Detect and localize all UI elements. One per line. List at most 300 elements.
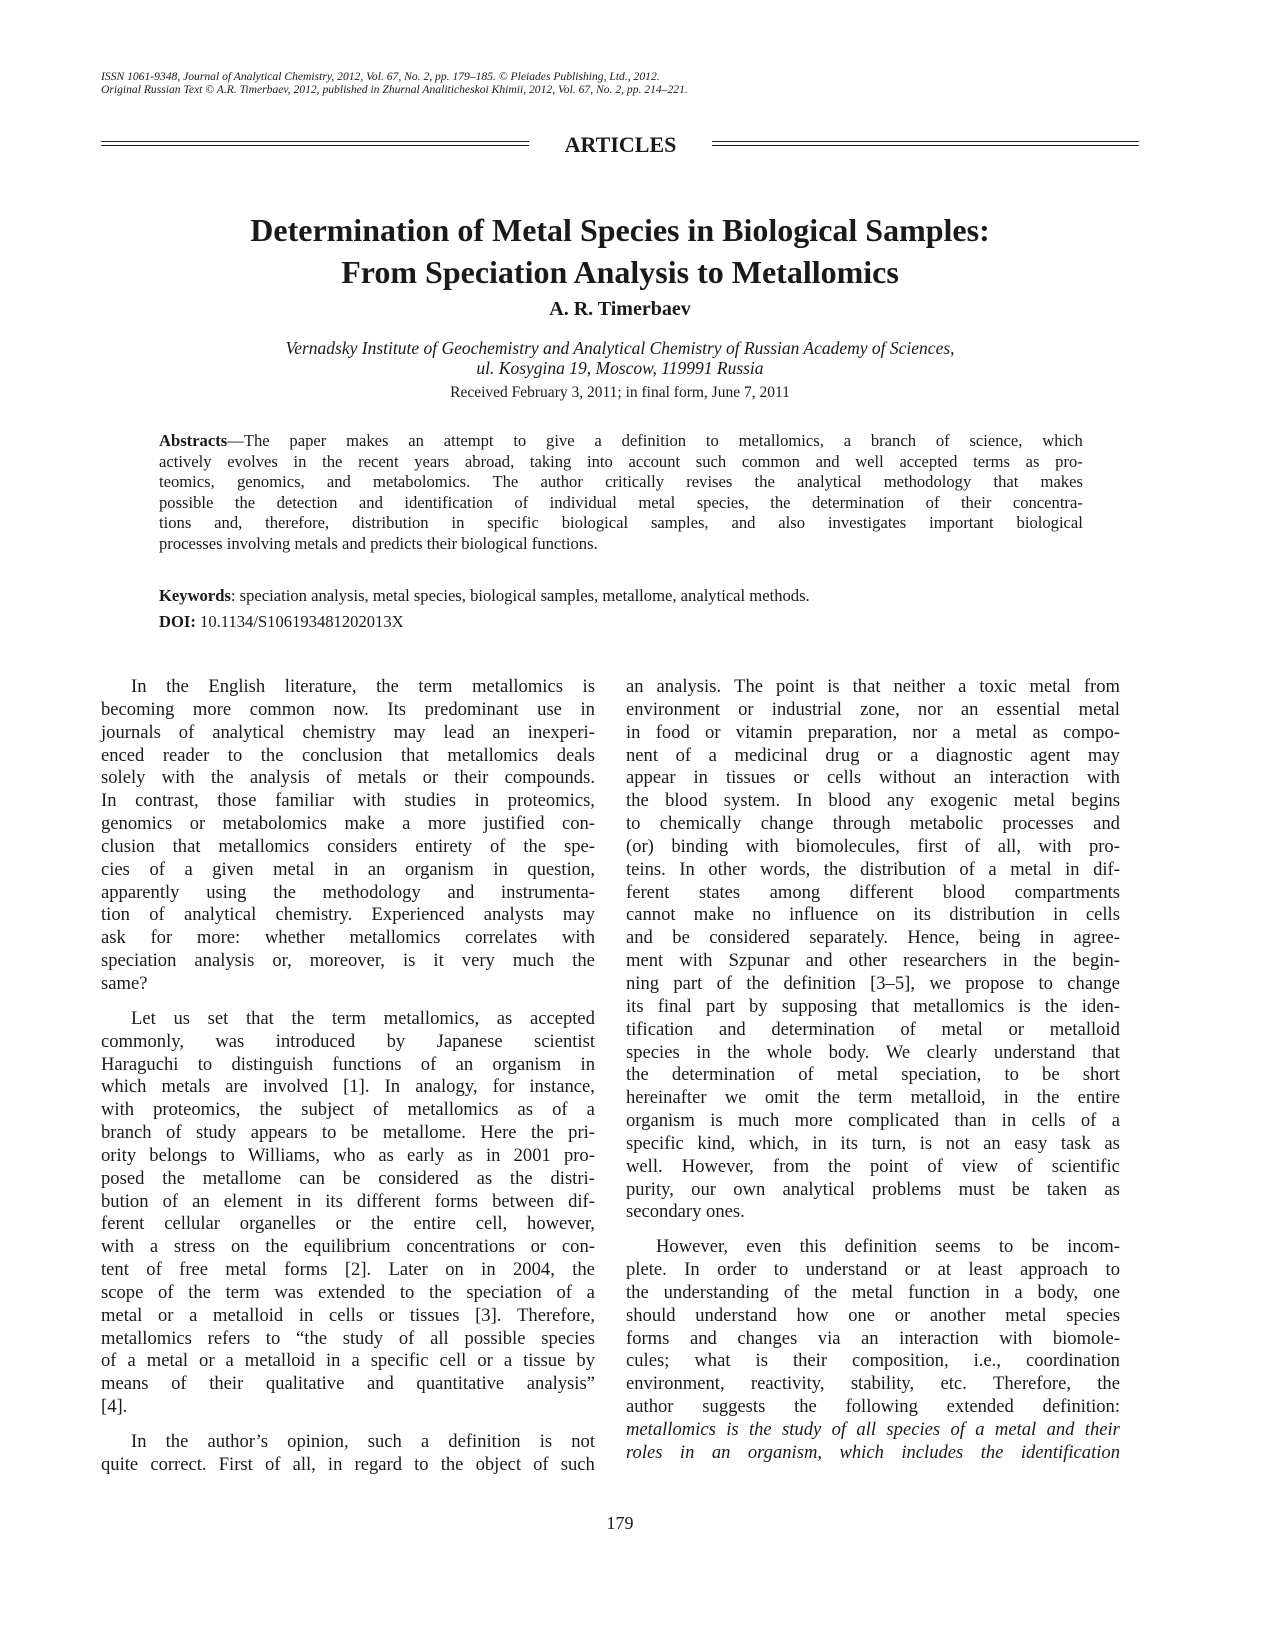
word: Here <box>480 1122 517 1144</box>
word: pro- <box>1088 835 1120 857</box>
word: definition <box>783 972 856 994</box>
word: of <box>326 767 342 789</box>
doi-value: 10.1134/S106193481202013X <box>195 612 404 631</box>
word: not <box>945 1132 970 1154</box>
word: in <box>1003 1087 1019 1109</box>
word: the <box>1044 995 1068 1017</box>
word: use <box>537 698 562 720</box>
word: well <box>855 451 884 471</box>
paragraph-line <box>101 745 595 768</box>
word: cies <box>101 858 130 880</box>
word: the <box>273 881 296 903</box>
word: as <box>1104 1178 1120 1200</box>
word: by <box>576 1350 595 1372</box>
word: problems <box>872 1178 942 1200</box>
paragraph-line <box>626 1236 1120 1259</box>
word: zone, <box>860 698 900 720</box>
word: analysis <box>249 767 310 789</box>
word: opinion, <box>287 1431 349 1452</box>
word: that <box>993 472 1019 492</box>
word: Szpunar <box>728 950 790 972</box>
word: one <box>1093 1281 1120 1303</box>
word: in <box>325 1350 341 1372</box>
word: or <box>894 1304 911 1326</box>
word: in <box>298 1304 314 1326</box>
word: accepted <box>529 1007 595 1029</box>
doi-label: DOI: <box>159 612 196 631</box>
word: makes <box>346 431 389 450</box>
word: genomics <box>101 813 173 835</box>
word: understanding <box>663 1281 769 1303</box>
word: analytical <box>183 904 257 926</box>
word: genomics, <box>236 472 305 492</box>
word: pri- <box>568 1122 595 1144</box>
word: the <box>265 1236 289 1258</box>
word: teins. <box>626 858 666 880</box>
word: may <box>1087 744 1120 766</box>
word: turn, <box>871 1132 907 1154</box>
word: metal <box>994 1419 1037 1440</box>
word: biological <box>1016 513 1083 533</box>
word: Abstracts—The <box>159 431 270 450</box>
word: the <box>234 492 256 512</box>
word: account <box>628 451 681 471</box>
word: which <box>101 1076 147 1098</box>
word: body. <box>828 1041 870 1063</box>
word: deals <box>556 744 595 766</box>
word: and <box>447 881 475 903</box>
word: that <box>400 744 429 766</box>
word: dif- <box>568 1190 595 1212</box>
paragraph-line <box>101 1008 595 1031</box>
paragraph-line <box>101 1328 595 1351</box>
word: definition <box>448 1431 521 1452</box>
word: organism <box>626 1110 695 1132</box>
word: qualitative <box>265 1373 345 1395</box>
paragraph-line <box>101 1431 595 1454</box>
word: as <box>378 1144 394 1166</box>
word: the <box>1033 950 1057 972</box>
word: such <box>695 451 727 471</box>
word: species <box>626 1041 680 1063</box>
word: or <box>335 1213 352 1235</box>
word: includes <box>901 1441 964 1463</box>
word: of <box>716 972 733 994</box>
word: via <box>817 1327 841 1349</box>
word: through <box>832 813 891 835</box>
word: forms <box>284 1259 328 1281</box>
word: of <box>925 492 940 512</box>
double-rule-right <box>712 141 1139 146</box>
word: organism <box>492 1053 562 1075</box>
word: order <box>717 1259 757 1281</box>
word: more <box>427 813 467 835</box>
word: to <box>227 744 243 766</box>
word: how <box>796 1304 829 1326</box>
word: of <box>146 1259 162 1281</box>
word: the <box>814 1281 837 1303</box>
word: metallome. <box>382 1122 466 1144</box>
word: and <box>326 472 351 492</box>
word: following <box>845 1396 918 1418</box>
word: species <box>886 1419 941 1440</box>
paragraph-gap <box>626 1224 1120 1236</box>
word: predominant <box>424 698 519 720</box>
word: term <box>418 676 453 697</box>
word: ority <box>101 1144 137 1166</box>
word: in <box>580 1053 595 1075</box>
word: speciation <box>101 950 177 972</box>
body-column-right <box>626 676 1120 1465</box>
word: to <box>265 1327 281 1349</box>
word: question, <box>527 858 595 880</box>
word: pro- <box>563 1144 595 1166</box>
word: metallomics <box>349 927 441 949</box>
paragraph-line <box>626 813 1120 836</box>
abstract-line <box>159 534 1083 555</box>
word: the <box>823 858 847 880</box>
paragraph-line <box>626 1373 1120 1396</box>
word: and <box>815 451 840 471</box>
word: Let <box>131 1007 156 1029</box>
word: such <box>367 1431 402 1452</box>
word: metal <box>1005 1304 1047 1326</box>
word: binding <box>671 835 729 857</box>
word: a <box>975 1419 985 1440</box>
word: analytical <box>212 721 285 743</box>
word: extended <box>946 1396 1014 1418</box>
word: set <box>207 1007 229 1029</box>
word: all, <box>292 1453 316 1475</box>
word: the <box>626 1281 649 1303</box>
word: an <box>626 676 644 697</box>
word: was <box>215 1030 245 1052</box>
word: enced <box>101 744 145 766</box>
abstract-line <box>159 431 1083 452</box>
word: and <box>358 492 383 512</box>
word: becoming <box>101 698 175 720</box>
paragraph-line <box>626 859 1120 882</box>
word: inexperi- <box>527 721 595 743</box>
word: metal <box>225 1259 267 1281</box>
word: an <box>192 1190 210 1212</box>
word: the <box>828 1155 851 1177</box>
word: of <box>959 858 975 880</box>
word: concentrations <box>406 1236 515 1258</box>
word: Therefore, <box>517 1304 595 1326</box>
word: essential <box>996 698 1061 720</box>
word: conclusion <box>301 744 383 766</box>
word: investigates <box>827 513 907 533</box>
word: the <box>188 1281 211 1303</box>
word: metallome <box>202 1167 282 1189</box>
word: metallomics <box>101 1327 192 1349</box>
line-text: same? <box>101 972 148 994</box>
word: is <box>1018 995 1031 1017</box>
word: metal <box>941 1018 983 1040</box>
word: author <box>626 1396 674 1418</box>
word: neither <box>893 676 946 697</box>
word: the <box>165 1431 189 1452</box>
word: coordination <box>1025 1350 1120 1372</box>
paragraph-line <box>101 904 595 927</box>
word: species <box>541 1327 595 1349</box>
word: evolves <box>227 451 278 471</box>
word: first <box>917 835 948 857</box>
word: stress <box>173 1236 216 1258</box>
paragraph-line <box>626 1087 1120 1110</box>
word: in <box>481 1259 496 1281</box>
word: metal <box>1078 698 1120 720</box>
word: propose <box>965 972 1025 994</box>
word: in <box>451 513 465 533</box>
word: in <box>493 858 508 880</box>
word: We <box>885 1041 911 1063</box>
word: who <box>333 1144 366 1166</box>
word: compartments <box>1014 881 1120 903</box>
word: to <box>513 431 527 450</box>
word: science, <box>969 431 1023 450</box>
word: is <box>710 1110 723 1132</box>
word: analytical <box>782 1178 855 1200</box>
word: be <box>350 1122 369 1144</box>
word: forms <box>434 1190 478 1212</box>
word: may <box>562 904 595 926</box>
word: of <box>831 1419 847 1440</box>
paragraph-line <box>626 722 1120 745</box>
word: interaction <box>899 1327 979 1349</box>
paragraph-line <box>626 1282 1120 1305</box>
word: of <box>514 492 529 512</box>
word: to <box>1004 1064 1019 1086</box>
word: of <box>964 835 981 857</box>
word: with <box>352 790 386 812</box>
word: Its <box>387 698 406 720</box>
word: make <box>344 813 385 835</box>
word: specific <box>370 1350 429 1372</box>
word: our <box>691 1178 716 1200</box>
word: However, <box>681 1155 754 1177</box>
word: purity, <box>626 1178 674 1200</box>
word: belongs <box>149 1144 208 1166</box>
word: definition: <box>1042 1396 1120 1418</box>
word: justified <box>483 813 545 835</box>
word: the <box>980 1441 1004 1463</box>
word: its <box>913 904 931 926</box>
word: In <box>101 790 117 812</box>
paragraph-line <box>101 1099 595 1122</box>
word: medicinal <box>734 744 808 766</box>
paragraph-gap <box>101 996 595 1008</box>
word: own <box>733 1178 766 1200</box>
word: using <box>206 881 247 903</box>
word: as <box>517 1099 533 1121</box>
word: actively <box>159 451 212 471</box>
word: familiar <box>275 790 334 812</box>
word: to <box>321 1122 337 1144</box>
word: is <box>919 1132 933 1154</box>
word: metal <box>975 721 1018 743</box>
word: more <box>192 698 232 720</box>
word: a <box>988 858 997 880</box>
word: term <box>331 1007 366 1029</box>
word: solely <box>101 767 146 789</box>
word: scientific <box>1051 1155 1120 1177</box>
paragraph-line <box>626 699 1120 722</box>
word: kind, <box>697 1132 736 1154</box>
word: determination <box>771 1018 875 1040</box>
word: from <box>772 1155 810 1177</box>
word: quantitative <box>416 1373 505 1395</box>
word: the <box>817 1087 840 1109</box>
word: In <box>131 1431 147 1452</box>
word: in <box>626 721 641 743</box>
word: therefore, <box>265 513 330 533</box>
word: methodology <box>322 881 421 903</box>
word: [3–5], <box>870 972 915 994</box>
paragraph-line <box>626 1133 1120 1156</box>
word: The <box>492 472 519 492</box>
word: the <box>210 767 234 789</box>
word: cules; <box>626 1350 670 1372</box>
paragraph-line <box>101 836 595 859</box>
word: their <box>1084 1419 1120 1440</box>
paragraph-gap <box>101 1419 595 1431</box>
word: metallomics <box>218 835 310 857</box>
word: concentra- <box>1012 492 1083 512</box>
word: appear <box>626 767 676 789</box>
word: however, <box>527 1213 595 1235</box>
word: the <box>572 1259 595 1281</box>
paragraph-line <box>626 1110 1120 1133</box>
word: in <box>985 1281 1000 1303</box>
word: point <box>869 1155 909 1177</box>
word: of <box>783 1281 800 1303</box>
word: branch <box>101 1122 152 1144</box>
word: separately. <box>809 927 888 949</box>
word: roles <box>626 1441 663 1463</box>
word: accepted <box>899 451 958 471</box>
word: diagnostic <box>936 744 1013 766</box>
word: metal <box>1029 676 1071 697</box>
word: free <box>179 1259 209 1281</box>
word: biomole- <box>1052 1327 1120 1349</box>
word: scope <box>101 1281 144 1303</box>
word: specific <box>487 513 539 533</box>
word: a <box>708 744 717 766</box>
word: give <box>546 431 575 450</box>
word: However, <box>656 1236 729 1258</box>
word: studies <box>404 790 456 812</box>
word: functions <box>332 1053 402 1075</box>
paragraph-line <box>626 1064 1120 1087</box>
word: their <box>792 1350 828 1372</box>
word: the <box>794 1396 817 1418</box>
word: means <box>101 1373 149 1395</box>
word: also <box>778 513 806 533</box>
word: environment, <box>626 1373 725 1395</box>
word: point <box>776 676 815 697</box>
word: with <box>1038 835 1072 857</box>
word: is <box>402 950 416 972</box>
word: correlates <box>465 927 538 949</box>
word: author <box>540 472 583 492</box>
line-text: [4]. <box>101 1396 128 1418</box>
word: task <box>1060 1132 1091 1154</box>
word: to <box>773 1259 789 1281</box>
word: to <box>220 1144 235 1166</box>
word: tion <box>101 904 130 926</box>
word: in <box>679 1441 695 1463</box>
word: in <box>327 1453 343 1475</box>
paragraph-line <box>101 1396 595 1419</box>
word: metabolomics <box>222 813 327 835</box>
word: cell, <box>475 1213 508 1235</box>
word: part <box>673 972 703 994</box>
paragraph-line <box>626 790 1120 813</box>
word: bution <box>101 1190 149 1212</box>
word: of <box>149 904 165 926</box>
paragraph-line <box>101 1259 595 1282</box>
word: influence <box>789 904 859 926</box>
paragraph-line <box>101 1168 595 1191</box>
word: a <box>586 1099 595 1121</box>
word: or <box>530 1236 547 1258</box>
word: plete. <box>626 1259 667 1281</box>
abstract-line <box>159 493 1083 514</box>
word: even <box>746 1236 782 1258</box>
word: abroad, <box>464 451 515 471</box>
word: states <box>698 881 741 903</box>
word: cannot <box>626 904 676 926</box>
word: in <box>485 1144 501 1166</box>
word: view <box>961 1155 999 1177</box>
word: in <box>1001 1110 1017 1132</box>
word: in <box>296 1190 312 1212</box>
word: revises <box>686 472 733 492</box>
journal-citation-header <box>101 70 1161 96</box>
word: words, <box>760 858 811 880</box>
word: In <box>679 858 695 880</box>
word: and <box>1093 813 1120 835</box>
word: easy <box>1014 1132 1048 1154</box>
word: be <box>672 927 690 949</box>
word: a <box>910 744 919 766</box>
word: in <box>1039 927 1055 949</box>
word: common <box>249 698 315 720</box>
word: ferent <box>101 1213 145 1235</box>
word: metals <box>161 1076 211 1098</box>
word: to <box>998 1236 1014 1258</box>
word: distribution <box>949 904 1035 926</box>
word: supposing <box>781 995 858 1017</box>
word: whether <box>264 927 325 949</box>
word: an <box>953 767 972 789</box>
affiliation-line: Vernadsky Institute of Geochemistry and Analytical Chemistry of Russian Academy of Sciences, <box>285 338 955 358</box>
word: an <box>861 1327 879 1349</box>
word: metallomics <box>407 1099 499 1121</box>
word: understand <box>805 1259 888 1281</box>
word: scientist <box>534 1030 595 1052</box>
word: of <box>798 1064 814 1086</box>
word: or <box>199 1350 215 1372</box>
word: clearly <box>926 1041 978 1063</box>
word: in <box>474 790 490 812</box>
line-text: secondary ones. <box>626 1201 745 1223</box>
word: was <box>274 1281 304 1303</box>
word: (or) <box>626 835 654 857</box>
word: ferent <box>626 881 670 903</box>
